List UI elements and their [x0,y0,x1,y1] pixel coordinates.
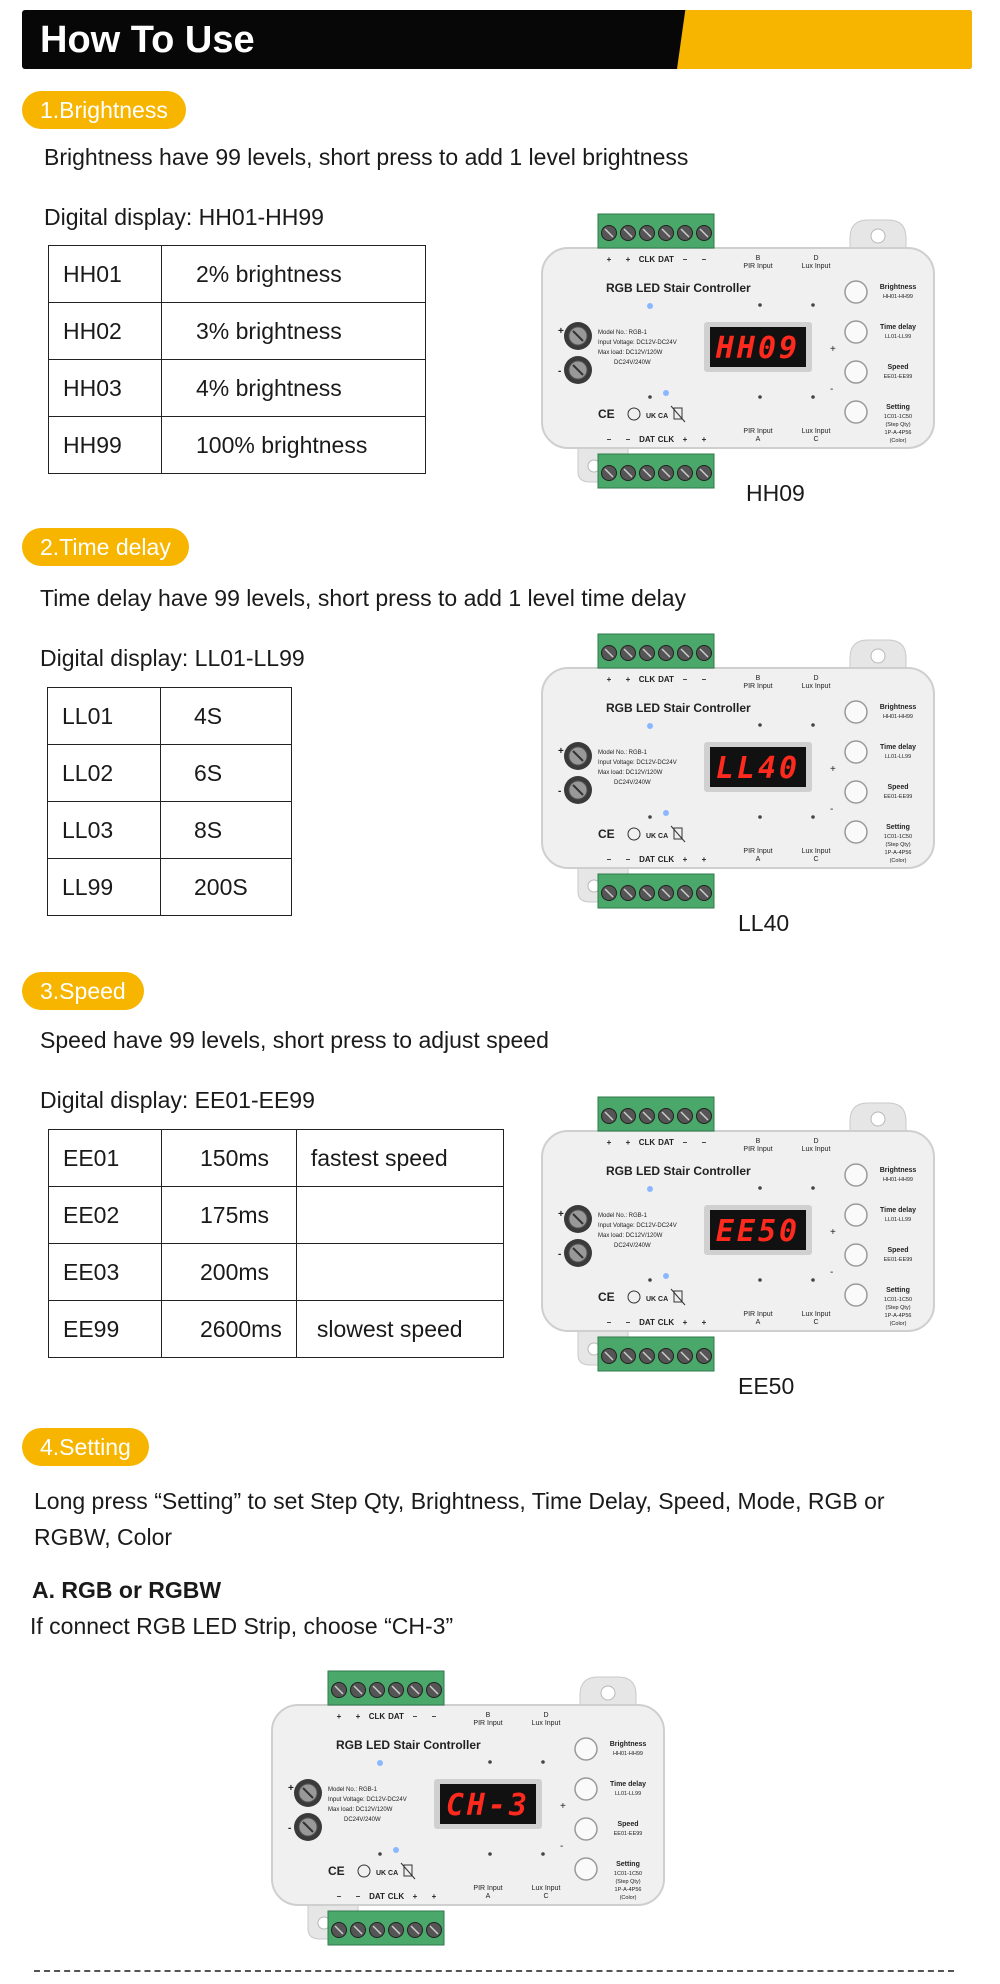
device-label: (Color) [889,1321,907,1327]
device-label: UK CA [646,833,669,840]
device-label: Max load: DC12V/120W [328,1807,393,1813]
device-label: Lux Input [801,1311,831,1318]
table-cell: 4S [161,688,292,745]
led-display [704,742,812,792]
time-delay-button[interactable] [575,1778,597,1800]
device-label: – [355,1892,361,1901]
terminal-block [598,1097,714,1131]
device-label: 1P-A-4P56 [884,850,912,856]
device-label: + [830,1227,836,1238]
screw-icon [564,742,592,770]
brightness-button[interactable] [845,281,867,303]
table-cell: HH99 [49,417,162,474]
device-label: - [558,786,562,797]
screw-icon [294,1813,322,1841]
led-display [704,1205,812,1255]
device-label: 1P-A-4P56 [614,1887,642,1893]
device-label: DAT [658,675,674,684]
table-cell: 8S [161,802,292,859]
device-label: HH01-HH99 [883,1177,913,1183]
table-row [48,859,292,916]
device-label: DAT [639,435,655,444]
table-cell: HH02 [49,303,162,360]
device-label: CE [598,827,615,841]
device-label: – [625,1318,631,1327]
device-label: (Color) [619,1895,637,1901]
device-label: LL01-LL99 [884,1217,912,1223]
device-label: B [755,255,761,262]
device-label: - [560,1841,564,1852]
device-label: - [558,1249,562,1260]
device-label: + [625,255,631,264]
device-label: CLK [638,1138,656,1147]
device-label: LL01-LL99 [884,754,912,760]
device-label: 1C01-1C50 [883,834,913,840]
table-row [48,802,292,859]
device-label: CLK [387,1892,405,1901]
terminal-block [598,634,714,668]
device-label: HH01-HH99 [883,294,913,300]
device-label: - [288,1823,292,1834]
display-readout: HH09 [715,331,801,366]
screw-icon [564,322,592,350]
device-label: – [412,1712,418,1721]
device-label: Model No.: RGB-1 [598,330,648,336]
device-label: D [543,1712,549,1719]
table-row [49,417,426,474]
device-label: + [412,1892,418,1901]
device-svg [538,1093,938,1373]
device-label: CLK [657,1318,675,1327]
page-title: How To Use [40,19,255,61]
device-label: C [813,1319,819,1326]
table-cell: HH03 [49,360,162,417]
device-label: + [355,1712,361,1721]
device-label: Speed [887,364,909,371]
device-label: + [701,435,707,444]
device-label: Time delay [609,1781,647,1788]
display-readout: LL40 [715,751,801,786]
device-label: Setting [886,404,910,411]
device-label: Input Voltage: DC12V-DC24V [328,1797,407,1803]
table-cell: 200S [161,859,292,916]
setting-button[interactable] [845,821,867,843]
device-label: + [625,1138,631,1147]
brightness-button[interactable] [845,701,867,723]
terminal-block [598,214,714,248]
setting-button[interactable] [575,1858,597,1880]
device-label: Lux Input [531,1720,561,1727]
table-row [49,1130,504,1187]
display-label: Digital display: LL01-LL99 [40,645,305,671]
device-label: + [830,344,836,355]
device-label: DC24V/240W [614,780,651,786]
device-label: – [431,1712,437,1721]
device-label: Max load: DC12V/120W [598,770,663,776]
speed-button[interactable] [845,781,867,803]
device-label: + [560,1801,566,1812]
device-label: Lux Input [801,848,831,855]
sub-text: If connect RGB LED Strip, choose “CH-3” [30,1613,454,1639]
device-label: Brightness [879,1167,917,1174]
device-label: DAT [658,255,674,264]
device-label: B [755,675,761,682]
device-label: C [813,856,819,863]
table-cell: fastest speed [296,1130,503,1187]
table-cell: EE02 [49,1187,162,1244]
screw-icon [564,356,592,384]
device-label: + [682,855,688,864]
table-cell: 100% brightness [162,417,426,474]
header-accent-stripe [677,10,972,69]
device-label: – [625,435,631,444]
device-label: EE01-EE99 [883,1257,913,1263]
device-label: D [813,1138,819,1145]
device-label: LL01-LL99 [614,1791,642,1797]
table-cell: 3% brightness [162,303,426,360]
device-label: LL01-LL99 [884,334,912,340]
sub-heading: A. RGB or RGBW [32,1577,222,1603]
device-label: – [606,435,612,444]
device-label: (Color) [889,438,907,444]
device-label: CLK [368,1712,386,1721]
device-label: + [625,675,631,684]
device-label: Input Voltage: DC12V-DC24V [598,1223,677,1229]
device-label: Lux Input [801,683,831,690]
table-row [49,360,426,417]
table-row [49,1301,504,1358]
device-label: CLK [638,675,656,684]
table-cell: EE99 [49,1301,162,1358]
table-cell: 200ms [162,1244,297,1301]
device-label: Model No.: RGB-1 [598,750,648,756]
device-label: EE01-EE99 [613,1831,643,1837]
device-label: DAT [639,855,655,864]
led-display [434,1779,542,1829]
table-cell: LL01 [48,688,161,745]
device-label: Time delay [879,744,917,751]
device-label: DC24V/240W [614,360,651,366]
device-label: Model No.: RGB-1 [598,1213,648,1219]
device-label: Time delay [879,324,917,331]
table-cell: 4% brightness [162,360,426,417]
section-desc-line2: RGBW, Color [34,1524,173,1550]
screw-icon [564,776,592,804]
device-label: 1C01-1C50 [613,1871,643,1877]
device-label: DAT [369,1892,385,1901]
controller-device [538,1093,938,1373]
device-label: Speed [887,784,909,791]
device-label: Lux Input [801,1146,831,1153]
device-label: UK CA [646,413,669,420]
device-label: D [813,675,819,682]
device-label: C [543,1893,549,1900]
table-cell: slowest speed [296,1301,503,1358]
terminal-block [328,1671,444,1705]
controller-device [268,1667,668,1947]
section-pill-brightness: 1.Brightness [22,91,186,129]
device-label: - [558,366,562,377]
device-label: – [606,855,612,864]
device-label: – [682,255,688,264]
device-label: D [813,255,819,262]
device-label: Setting [886,824,910,831]
device-label: + [682,435,688,444]
table-row [48,688,292,745]
device-label: Lux Input [801,428,831,435]
device-label: Brightness [609,1741,647,1748]
terminal-block [598,1337,714,1371]
device-label: + [558,326,564,337]
dashed-divider [34,1970,954,1972]
speed-button[interactable] [575,1818,597,1840]
device-label: RGB LED Stair Controller [606,701,751,715]
device-label: C [813,436,819,443]
device-label: Setting [616,1861,640,1868]
brightness-button[interactable] [575,1738,597,1760]
device-label: B [755,1138,761,1145]
section-desc: Time delay have 99 levels, short press to add 1 level time delay [40,585,687,611]
device-label: PIR Input [743,263,773,270]
table-row [48,745,292,802]
device-label: DC24V/240W [614,1243,651,1249]
device-caption: HH09 [746,480,805,506]
device-label: A [755,436,761,443]
screw-icon [294,1779,322,1807]
device-label: Setting [886,1287,910,1294]
device-label: – [701,255,707,264]
device-label: RGB LED Stair Controller [336,1738,481,1752]
table-cell [296,1187,503,1244]
device-label: Input Voltage: DC12V-DC24V [598,340,677,346]
device-label: Time delay [879,1207,917,1214]
terminal-block [328,1911,444,1945]
device-caption: LL40 [738,910,790,936]
device-label: DC24V/240W [344,1817,381,1823]
device-label: RGB LED Stair Controller [606,281,751,295]
device-label: Brightness [879,284,917,291]
display-readout: CH-3 [445,1788,531,1823]
table-cell: 2% brightness [162,246,426,303]
device-label: + [830,764,836,775]
device-label: PIR Input [473,1720,503,1727]
device-label: DAT [639,1318,655,1327]
speed-table [48,1129,504,1358]
device-label: RGB LED Stair Controller [606,1164,751,1178]
table-cell: EE03 [49,1244,162,1301]
device-label: EE01-EE99 [883,374,913,380]
device-label: + [682,1318,688,1327]
setting-button[interactable] [845,1284,867,1306]
device-label: Lux Input [531,1885,561,1892]
device-label: + [701,855,707,864]
device-caption: EE50 [738,1373,795,1399]
time-delay-table [47,687,292,916]
device-label: + [701,1318,707,1327]
device-label: – [682,1138,688,1147]
setting-button[interactable] [845,401,867,423]
table-cell: LL03 [48,802,161,859]
device-svg [538,630,938,910]
device-label: (Step Qty) [615,1879,641,1885]
device-label: + [336,1712,342,1721]
device-label: + [606,255,612,264]
display-label: Digital display: EE01-EE99 [40,1087,315,1113]
device-label: PIR Input [743,1146,773,1153]
device-svg [268,1667,668,1947]
device-label: Speed [887,1247,909,1254]
device-label: 1P-A-4P56 [884,430,912,436]
device-label: Max load: DC12V/120W [598,1233,663,1239]
table-cell: LL99 [48,859,161,916]
led-display [704,322,812,372]
device-label: (Color) [889,858,907,864]
header-banner [22,10,972,69]
device-label: Max load: DC12V/120W [598,350,663,356]
device-label: – [701,1138,707,1147]
table-cell: 175ms [162,1187,297,1244]
table-cell: 6S [161,745,292,802]
device-label: A [485,1893,491,1900]
terminal-block [598,874,714,908]
device-label: + [558,1209,564,1220]
section-pill-time-delay: 2.Time delay [22,528,189,566]
section-desc-line1: Long press “Setting” to set Step Qty, Brightness, Time Delay, Speed, Mode, RGB or [34,1488,885,1514]
device-label: PIR Input [743,848,773,855]
device-label: CLK [657,855,675,864]
table-row [49,1187,504,1244]
controller-device [538,210,938,490]
device-label: CE [328,1864,345,1878]
device-label: DAT [658,1138,674,1147]
screw-icon [564,1239,592,1267]
controller-device [538,630,938,910]
time-delay-button[interactable] [845,321,867,343]
device-label: 1C01-1C50 [883,414,913,420]
time-delay-button[interactable] [845,741,867,763]
device-label: PIR Input [743,683,773,690]
device-label: - [830,384,834,395]
device-label: - [830,1267,834,1278]
device-label: (Step Qty) [885,422,911,428]
table-cell: EE01 [49,1130,162,1187]
display-label: Digital display: HH01-HH99 [44,204,324,230]
device-label: DAT [388,1712,404,1721]
table-cell: 150ms [162,1130,297,1187]
device-label: PIR Input [473,1885,503,1892]
device-label: A [755,856,761,863]
device-label: EE01-EE99 [883,794,913,800]
device-label: CE [598,407,615,421]
device-label: CE [598,1290,615,1304]
table-row [49,303,426,360]
section-pill-speed: 3.Speed [22,972,144,1010]
device-label: 1C01-1C50 [883,1297,913,1303]
device-label: B [485,1712,491,1719]
device-label: Lux Input [801,263,831,270]
device-label: Input Voltage: DC12V-DC24V [598,760,677,766]
section-pill-setting: 4.Setting [22,1428,149,1466]
table-cell: HH01 [49,246,162,303]
device-label: + [288,1783,294,1794]
brightness-table [48,245,426,474]
device-label: PIR Input [743,1311,773,1318]
device-label: Speed [617,1821,639,1828]
device-label: + [606,675,612,684]
device-label: UK CA [646,1296,669,1303]
table-cell [296,1244,503,1301]
table-cell: 2600ms [162,1301,297,1358]
section-desc: Speed have 99 levels, short press to adjust speed [40,1027,549,1053]
device-label: – [606,1318,612,1327]
brightness-button[interactable] [845,1164,867,1186]
table-row [49,246,426,303]
device-label: CLK [638,255,656,264]
device-label: PIR Input [743,428,773,435]
device-label: UK CA [376,1870,399,1877]
device-label: Brightness [879,704,917,711]
device-label: – [682,675,688,684]
terminal-block [598,454,714,488]
device-label: Model No.: RGB-1 [328,1787,378,1793]
device-label: (Step Qty) [885,1305,911,1311]
device-label: + [558,746,564,757]
speed-button[interactable] [845,1244,867,1266]
device-label: + [606,1138,612,1147]
device-label: + [431,1892,437,1901]
display-readout: EE50 [715,1214,801,1249]
device-label: – [336,1892,342,1901]
device-svg [538,210,938,490]
device-label: – [625,855,631,864]
device-label: HH01-HH99 [613,1751,643,1757]
speed-button[interactable] [845,361,867,383]
screw-icon [564,1205,592,1233]
device-label: - [830,804,834,815]
table-cell: LL02 [48,745,161,802]
section-desc: Brightness have 99 levels, short press to add 1 level brightness [44,144,689,170]
device-label: CLK [657,435,675,444]
table-row [49,1244,504,1301]
device-label: – [701,675,707,684]
device-label: A [755,1319,761,1326]
device-label: 1P-A-4P56 [884,1313,912,1319]
device-label: (Step Qty) [885,842,911,848]
time-delay-button[interactable] [845,1204,867,1226]
device-label: HH01-HH99 [883,714,913,720]
